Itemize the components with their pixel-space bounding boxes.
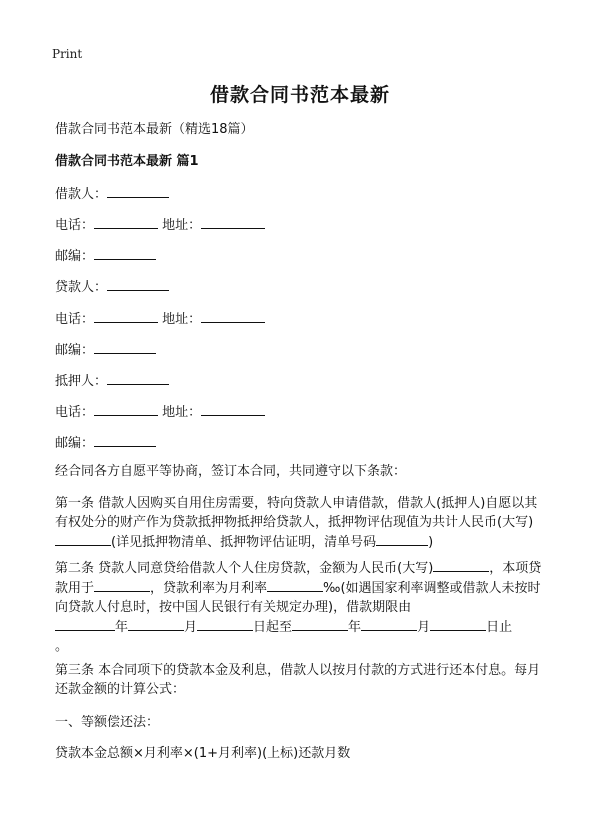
- article-3: 第三条 本合同项下的贷款本金及利息，借款人以按月付款的方式进行还本付息。每月还款金额的计算公式：: [55, 663, 541, 697]
- print-label[interactable]: Print: [52, 47, 83, 61]
- postcode-label: 邮编：: [55, 343, 95, 358]
- borrower-label: 借款人：: [55, 187, 108, 202]
- article-2-rate-blank: [267, 578, 323, 592]
- start-month-blank: [128, 617, 184, 631]
- article-2-text-2: ，本项贷款用于: [55, 561, 542, 596]
- address-blank: [201, 309, 265, 323]
- phone-blank: [94, 215, 158, 229]
- article-2-text-3: ，贷款利率为月利率: [150, 581, 268, 596]
- mortgagor-postcode-row: [55, 433, 156, 452]
- article-2-purpose-blank: [94, 578, 150, 592]
- intro-paragraph: 经合同各方自愿平等协商，签订本合同，共同遵守以下条款：: [55, 464, 407, 479]
- address-blank: [201, 215, 265, 229]
- start-year-blank: [55, 617, 115, 631]
- document-subtitle: 借款合同书范本最新（精选18篇）: [55, 122, 254, 137]
- month-label: 月: [184, 620, 198, 635]
- document-title: 借款合同书范本最新: [209, 84, 390, 106]
- postcode-blank: [94, 246, 156, 260]
- postcode-blank: [94, 433, 156, 447]
- article-2-amount-blank: [433, 558, 489, 572]
- mortgagor-label: 抵押人：: [55, 374, 108, 389]
- day-end-label: 日止: [486, 620, 513, 635]
- article-1: [55, 494, 545, 552]
- method-1-heading: 一、等额偿还法：: [55, 715, 160, 730]
- article-2: [55, 558, 545, 656]
- mortgagor-contact-row: [55, 402, 265, 421]
- article-2-text-1: 第二条 贷款人同意贷给借款人个人住房贷款，金额为人民币(大写): [55, 561, 434, 576]
- end-month-blank: [361, 617, 417, 631]
- formula-line: 贷款本金总额×月利率×(1+月利率)(上标)还款月数: [55, 746, 351, 761]
- article-1-amount-blank: [55, 532, 111, 546]
- mortgagor-row: [55, 371, 169, 390]
- year-label: 年: [115, 620, 129, 635]
- address-label: 地址：: [162, 312, 202, 327]
- article-1-list-blank: [376, 532, 428, 546]
- postcode-blank: [94, 340, 156, 354]
- month-label: 月: [417, 620, 431, 635]
- borrower-postcode-row: [55, 246, 156, 265]
- phone-label: 电话：: [55, 405, 95, 420]
- mortgagor-blank: [107, 371, 169, 385]
- section-heading: 借款合同书范本最新 篇1: [55, 154, 199, 169]
- phone-label: 电话：: [55, 312, 95, 327]
- postcode-label: 邮编：: [55, 436, 95, 451]
- address-label: 地址：: [162, 405, 202, 420]
- borrower-blank: [107, 184, 169, 198]
- year-label: 年: [348, 620, 362, 635]
- address-blank: [201, 402, 265, 416]
- lender-postcode-row: [55, 340, 156, 359]
- lender-blank: [107, 277, 169, 291]
- postcode-label: 邮编：: [55, 249, 95, 264]
- article-1-text: 第一条 借款人因购买自用住房需要，特向贷款人申请借款，借款人(抵押人)自愿以其有权处分的财产作为贷款抵押物抵押给贷款人，抵押物评估现值为共计人民币(大写): [55, 496, 538, 530]
- phone-blank: [94, 309, 158, 323]
- lender-label: 贷款人：: [55, 280, 108, 295]
- borrower-row: [55, 184, 169, 203]
- article-2-text-4: ‰(如遇国家利率调整或借款人未按时向贷款人付息时，按中国人民银行有关规定办理)，借款期限由: [55, 581, 541, 615]
- phone-blank: [94, 402, 158, 416]
- article-2-end: 。: [55, 639, 69, 654]
- address-label: 地址：: [162, 218, 202, 233]
- lender-contact-row: [55, 309, 265, 328]
- article-1-close: ): [428, 535, 434, 550]
- borrower-contact-row: [55, 215, 265, 234]
- article-1-detail: (详见抵押物清单、抵押物评估证明，清单号码: [111, 535, 377, 550]
- end-day-blank: [430, 617, 486, 631]
- phone-label: 电话：: [55, 218, 95, 233]
- end-year-blank: [292, 617, 348, 631]
- day-from-label: 日起至: [253, 620, 293, 635]
- lender-row: [55, 277, 169, 296]
- start-day-blank: [197, 617, 253, 631]
